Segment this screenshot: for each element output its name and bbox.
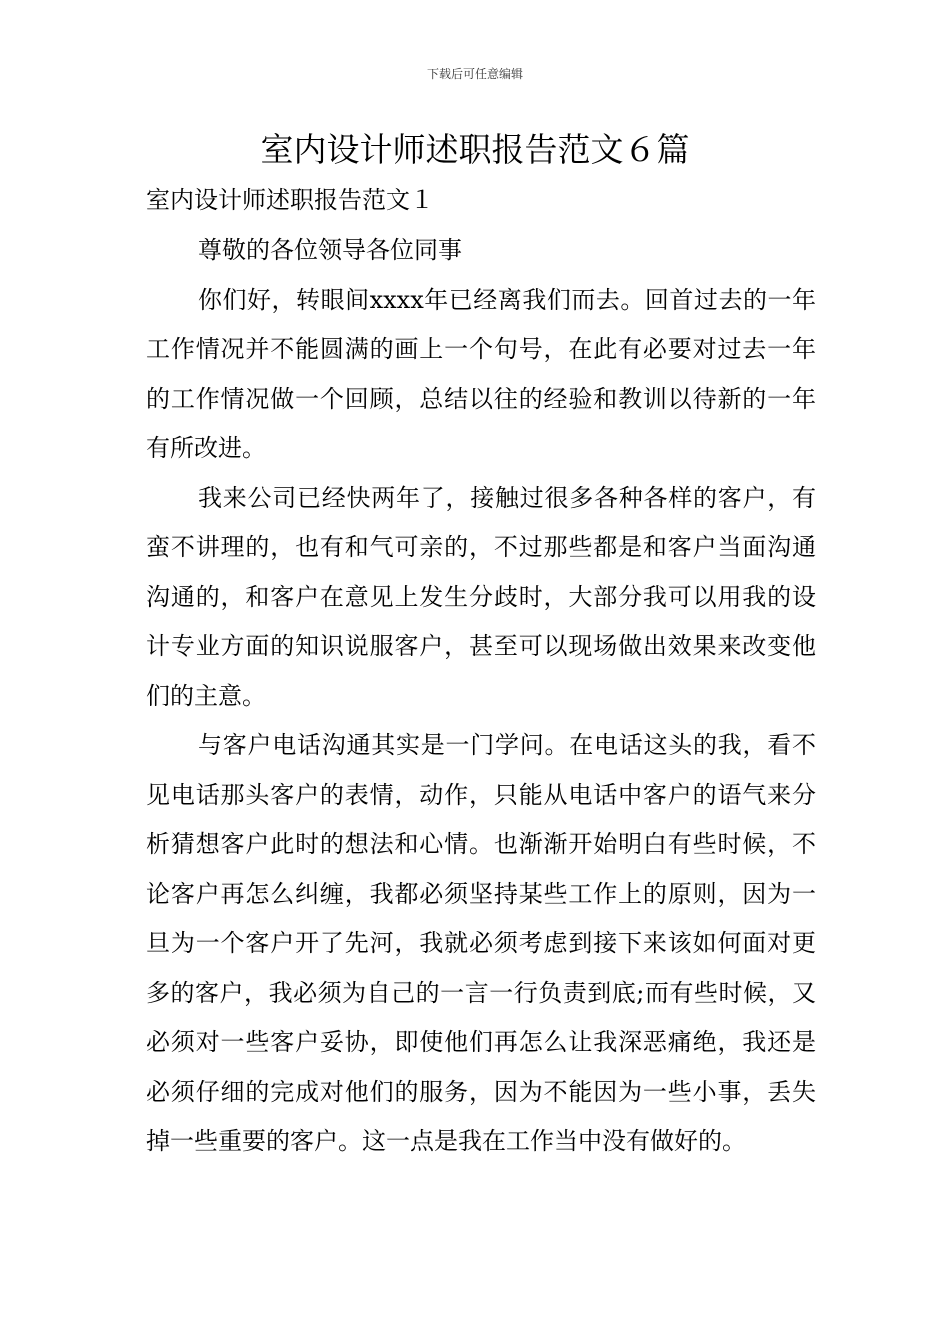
document-body bbox=[146, 226, 816, 1167]
section-heading: 室内设计师述职报告范文１ bbox=[146, 186, 434, 214]
salutation-paragraph: 尊敬的各位领导各位同事 bbox=[198, 236, 462, 264]
body-paragraph: 与客户电话沟通其实是一门学问。在电话这头的我，看不见电话那头客户的表情，动作，只能从电话中客户的语气来分析猜想客户此时的想法和心情。也渐渐开始明白有些时候，不论客户再怎么纠缠，我都必须坚持某些工作上的原则，因为一旦为一个客户开了先河，我就必须考虑到接下来该如何面对更多的客户，我必须为自己的一言一行负责到底;而有些时候，又必须对一些客户妥协，即使他们再怎么让我深恶痛绝，我还是必须仔细的完成对他们的服务，因为不能因为一些小事，丢失掉一些重要的客户。这一点是我在工作当中没有做好的。 bbox=[146, 731, 816, 1155]
body-paragraph: 你们好，转眼间xxxx年已经离我们而去。回首过去的一年工作情况并不能圆满的画上一个句号，在此有必要对过去一年的工作情况做一个回顾，总结以往的经验和教训以待新的一年有所改进。 bbox=[146, 285, 816, 462]
body-paragraph: 我来公司已经快两年了，接触过很多各种各样的客户，有蛮不讲理的，也有和气可亲的，不过那些都是和客户当面沟通沟通的，和客户在意见上发生分歧时，大部分我可以用我的设计专业方面的知识说服客户，甚至可以现场做出效果来改变他们的主意。 bbox=[146, 483, 816, 710]
document-title: 室内设计师述职报告范文６篇 bbox=[260, 130, 690, 169]
header-note: 下载后可任意编辑 bbox=[426, 67, 523, 81]
